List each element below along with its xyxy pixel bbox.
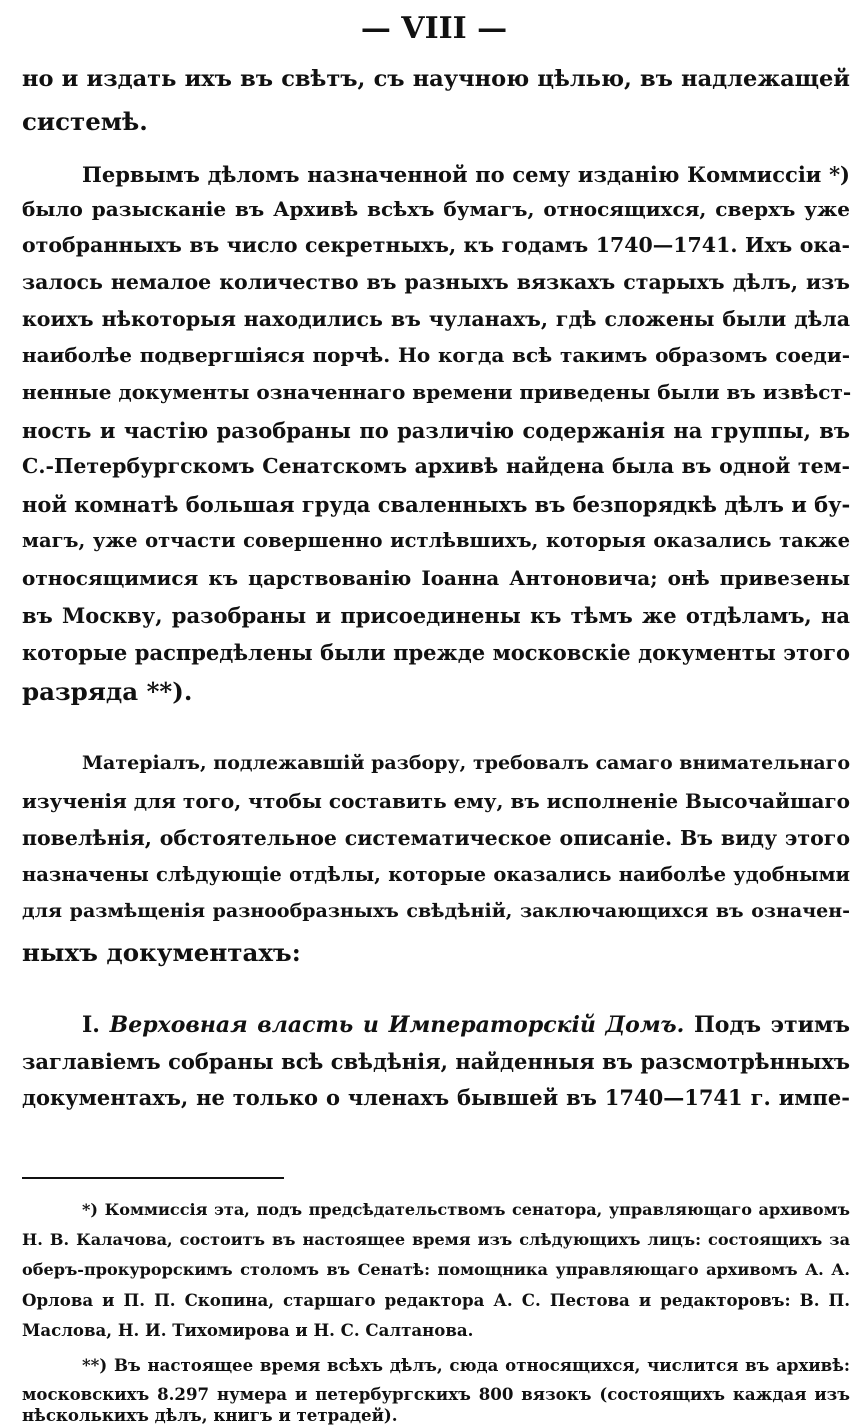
footnote-line: оберъ-прокурорскимъ столомъ въ Сенатѣ: помощника управляющаго архивомъ А. А. <box>22 1260 850 1279</box>
text-line: относящимися къ царствованію Іоанна Антоновича; онѣ привезены <box>22 566 850 590</box>
text-line: документахъ, не только о членахъ бывшей въ 1740—1741 г. импе- <box>22 1085 850 1110</box>
text-line: наиболѣе подвергшіяся порчѣ. Но когда всѣ такимъ образомъ соеди- <box>22 343 850 367</box>
footnote-line: **) Въ настоящее время всѣхъ дѣлъ, сюда относящихся, числится въ архивѣ: <box>82 1355 850 1375</box>
text-line: но и издать ихъ въ свѣтъ, съ научною цѣлью, въ надлежащей <box>22 66 850 92</box>
text-line: отобранныхъ въ число секретныхъ, къ годамъ 1740—1741. Ихъ ока- <box>22 233 850 257</box>
footnote-divider <box>22 1177 284 1179</box>
text-line: повелѣнія, обстоятельное систематическое описаніе. Въ виду этого <box>22 826 850 850</box>
text-line: С.-Петербургскомъ Сенатскомъ архивѣ найдена была въ одной тем- <box>22 454 850 478</box>
text-line: въ Москву, разобраны и присоединены къ тѣмъ же отдѣламъ, на <box>22 603 850 628</box>
footnote-line: Н. В. Калачова, состоитъ въ настоящее время изъ слѣдующихъ лицъ: состоящихъ за <box>22 1230 850 1249</box>
text-line: системѣ. <box>22 107 148 136</box>
footnote-line: нѣсколькихъ дѣлъ, книгъ и тетрадей). <box>22 1405 398 1425</box>
footnote-line: Маслова, Н. И. Тихомирова и Н. С. Салтанова. <box>22 1320 474 1340</box>
text-line: которые распредѣлены были прежде московскіе документы этого <box>22 640 850 665</box>
text-line: магъ, уже отчасти совершенно истлѣвшихъ, которыя оказались также <box>22 529 850 552</box>
text-line: заглавіемъ собраны всѣ свѣдѣнія, найденныя въ разсмотрѣнныхъ <box>22 1049 850 1074</box>
text-line: коихъ нѣкоторыя находились въ чуланахъ, гдѣ сложены были дѣла <box>22 307 850 331</box>
text-line: ность и частію разобраны по различію содержанія на группы, въ <box>22 418 850 443</box>
text-line: назначены слѣдующіе отдѣлы, которые оказались наиболѣе удобными <box>22 863 850 886</box>
section-number: I. <box>82 1012 100 1038</box>
text-line: залось немалое количество въ разныхъ вязкахъ старыхъ дѣлъ, изъ <box>22 270 850 294</box>
text-line: ныхъ документахъ: <box>22 938 301 967</box>
section-heading-line <box>82 1012 850 1038</box>
text-line: для размѣщенія разнообразныхъ свѣдѣній, заключающихся въ означен- <box>22 900 850 922</box>
section-title: Верховная власть и Императорскій Домъ. <box>109 1012 685 1038</box>
text-line: было разысканіе въ Архивѣ всѣхъ бумагъ, относящихся, сверхъ уже <box>22 197 850 221</box>
page-number: — VIII — <box>360 11 508 46</box>
text-line: ной комнатѣ большая груда сваленныхъ въ безпорядкѣ дѣлъ и бу- <box>22 492 851 517</box>
text-line: разряда **). <box>22 677 193 706</box>
footnote-line: Орлова и П. П. Скопина, старшаго редактора А. С. Пестова и редакторовъ: В. П. <box>22 1290 850 1310</box>
text-line: Первымъ дѣломъ назначенной по сему изданію Коммиссіи *) <box>82 162 850 187</box>
text-line: Матеріалъ, подлежавшій разбору, требовалъ самаго внимательнаго <box>82 752 850 774</box>
text-line: изученія для того, чтобы составить ему, въ исполненіе Высочайшаго <box>22 789 850 813</box>
footnote-line: московскихъ 8.297 нумера и петербургскихъ 800 вязокъ (состоящихъ каждая изъ <box>22 1384 850 1404</box>
footnote-line: *) Коммиссія эта, подъ предсѣдательствомъ сенатора, управляющаго архивомъ <box>82 1200 850 1219</box>
section-text: Подъ этимъ <box>694 1012 850 1038</box>
text-line: ненные документы означеннаго времени приведены были въ извѣст- <box>22 380 852 404</box>
